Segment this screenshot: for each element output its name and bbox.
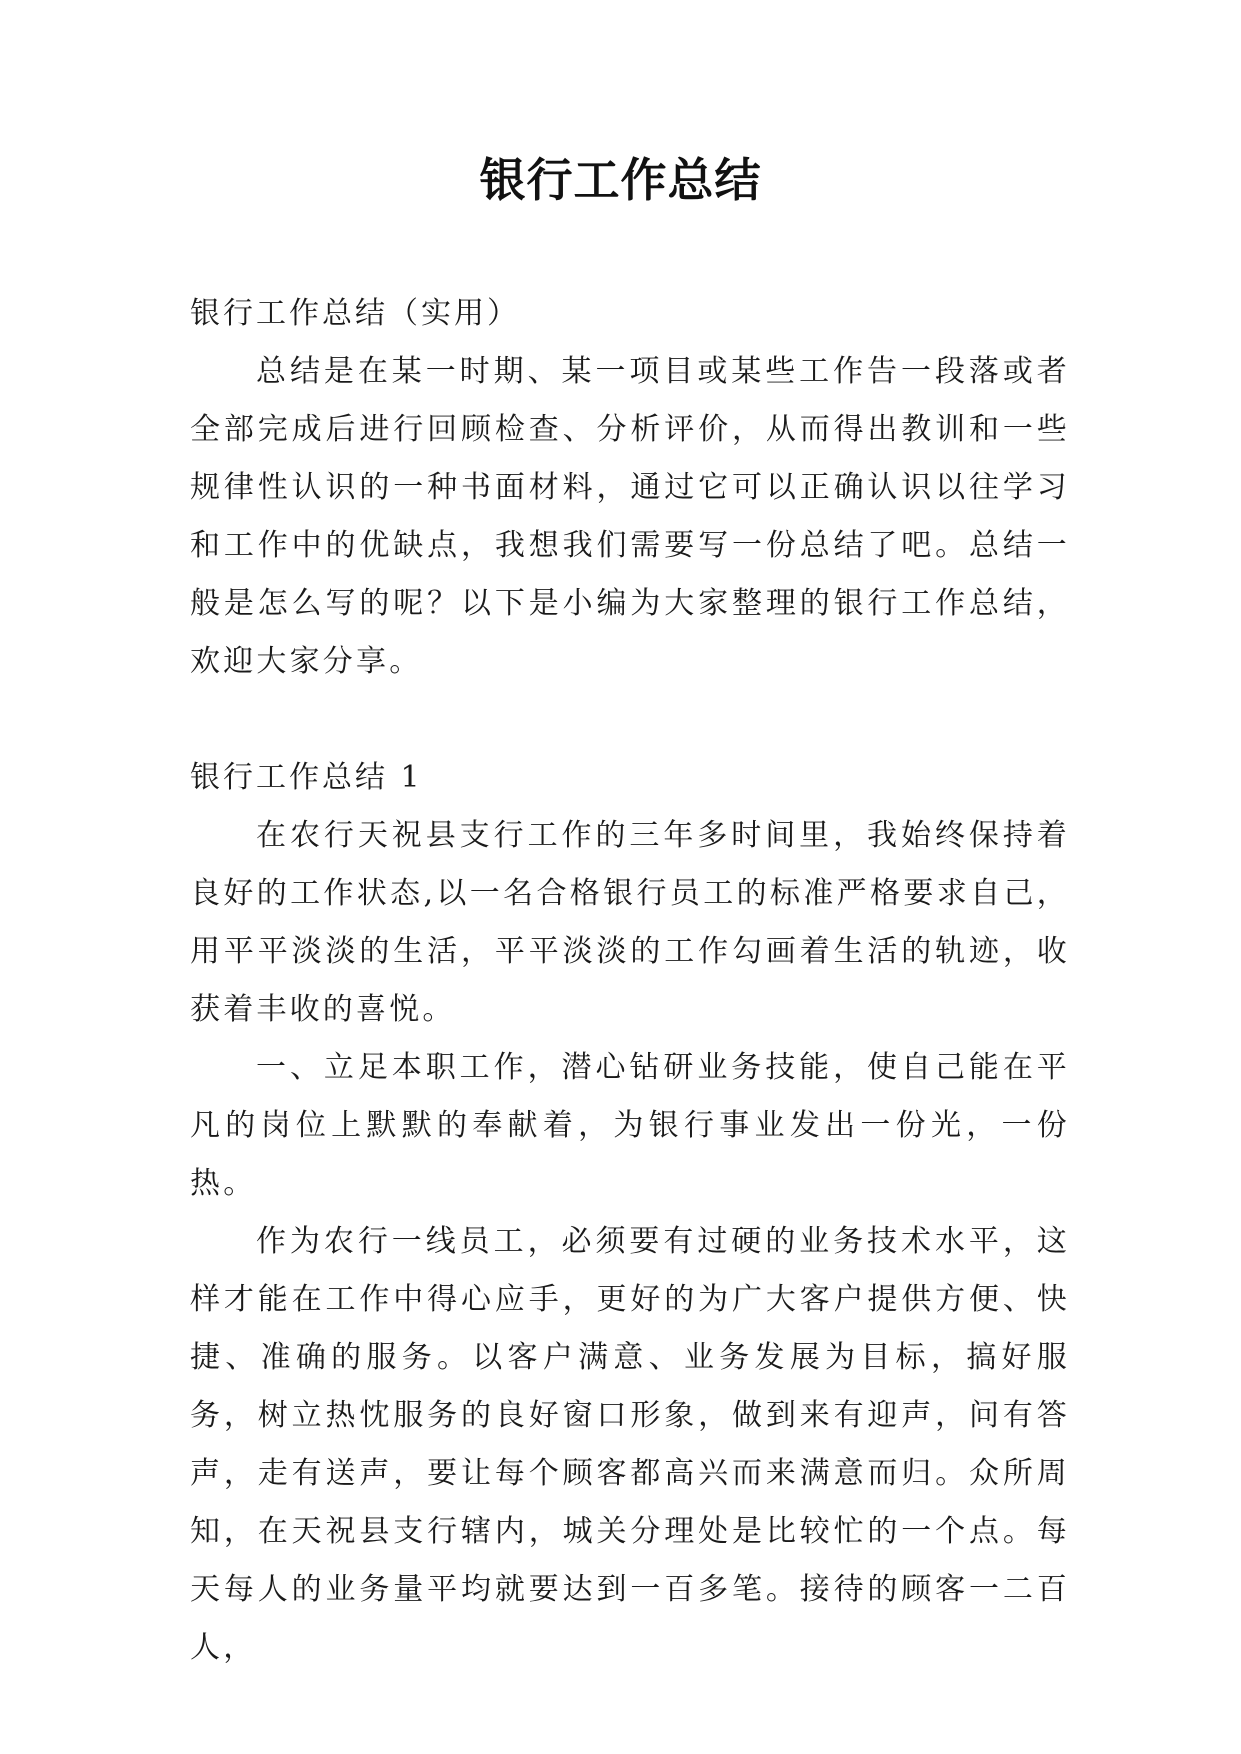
paragraph-gap <box>190 691 1070 749</box>
document-body <box>190 285 1070 1677</box>
section-heading: 银行工作总结 1 <box>190 760 423 795</box>
document-title: 银行工作总结 <box>479 153 762 207</box>
body-paragraph: 一、立足本职工作，潜心钻研业务技能，使自己能在平凡的岗位上默默的奉献着，为银行事业发出一份光，一份热。 <box>190 1050 1070 1201</box>
intro-paragraph: 总结是在某一时期、某一项目或某些工作告一段落或者全部完成后进行回顾检查、分析评价，从而得出教训和一些规律性认识的一种书面材料，通过它可以正确认识以往学习和工作中的优缺点，我想我们需要写一份总结了吧。总结一般是怎么写的呢？以下是小编为大家整理的银行工作总结，欢迎大家分享。 <box>190 354 1070 679</box>
document-subtitle: 银行工作总结（实用） <box>190 296 520 331</box>
body-paragraph: 在农行天祝县支行工作的三年多时间里，我始终保持着良好的工作状态,以一名合格银行员工的标准严格要求自己，用平平淡淡的生活，平平淡淡的工作勾画着生活的轨迹，收获着丰收的喜悦。 <box>190 818 1070 1027</box>
body-paragraph: 作为农行一线员工，必须要有过硬的业务技术水平，这样才能在工作中得心应手，更好的为广大客户提供方便、快捷、准确的服务。以客户满意、业务发展为目标，搞好服务，树立热忱服务的良好窗口形象，做到来有迎声，问有答声，走有送声，要让每个顾客都高兴而来满意而归。众所周知，在天祝县支行辖内，城关分理处是比较忙的一个点。每天每人的业务量平均就要达到一百多笔。接待的顾客一二百人， <box>190 1224 1070 1665</box>
